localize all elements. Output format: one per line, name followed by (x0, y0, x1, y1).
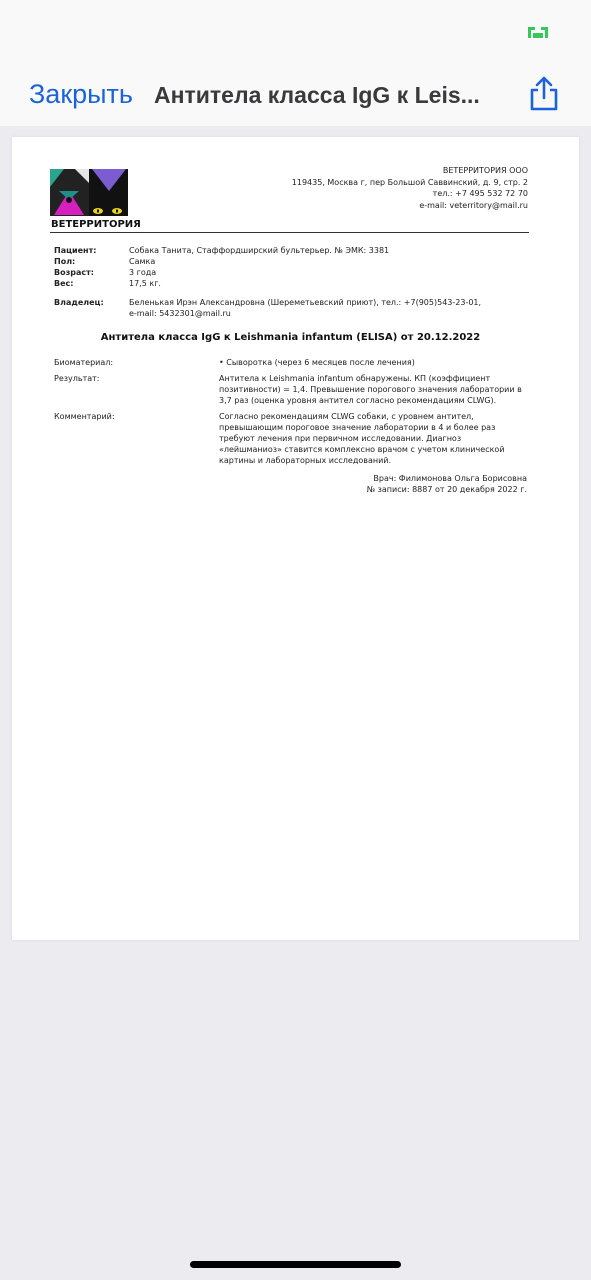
header-divider (50, 232, 529, 233)
comment-value: Согласно рекомендациям CLWG собаки, с уровнем антител, превышающим пороговое значение лаборатории в 4 и более раз требуют лечения при первичном исследовании. Диагноз «лейшманиоз» ставится комплексно врачом с учетом клинической картины и лабораторных исследований. (219, 412, 505, 465)
sex-label: Пол: (54, 257, 76, 266)
result-label: Результат: (54, 374, 100, 383)
weight-value: 17,5 кг. (129, 279, 161, 288)
company-address: 119435, Москва г, пер Большой Саввинский, д. 9, стр. 2 (291, 177, 528, 187)
age-label: Возраст: (54, 268, 94, 277)
patient-label: Пациент: (54, 246, 97, 255)
doctor-name: Врач: Филимонова Ольга Борисовна (373, 474, 527, 483)
home-indicator[interactable] (190, 1261, 401, 1268)
close-button[interactable]: Закрыть (29, 79, 133, 109)
status-indicator-icon (526, 26, 550, 39)
share-icon[interactable] (526, 75, 562, 113)
document-page[interactable] (12, 137, 579, 940)
company-name: ВЕТЕРРИТОРИЯ ООО (442, 166, 528, 175)
doctor-signature (367, 473, 527, 495)
biomaterial-value: • Сыворотка (через 6 месяцев после лечения) (219, 358, 415, 367)
company-email: e-mail: veterritory@mail.ru (419, 200, 528, 210)
result-value: Антитела к Leishmania infantum обнаружены. КП (коэффициент позитивности) = 1,4. Превышение порогового значения лаборатории в 3,7 раз (оценка уровня антител согласно рекомендациям CLWG). (219, 374, 522, 405)
comment-label: Комментарий: (54, 412, 115, 421)
biomaterial-label: Биоматериал: (54, 358, 114, 367)
owner-value: Беленькая Ирэн Александровна (Шереметьевский приют), тел.: +7(905)543-23-01, e-mail: 5432301@mail.ru (129, 298, 482, 318)
company-phone: тел.: +7 495 532 72 70 (432, 189, 528, 198)
logo-text: ВЕТЕРРИТОРИЯ (51, 219, 141, 230)
veterritory-logo (50, 169, 141, 230)
weight-label: Вес: (54, 279, 74, 288)
patient-value: Собака Танита, Стаффордширский бультерьер. № ЭМК: 3381 (129, 246, 390, 255)
document-title: Антитела класса IgG к Leis... (154, 82, 480, 108)
owner-label: Владелец: (54, 298, 104, 307)
record-number: № записи: 8887 от 20 декабря 2022 г. (366, 485, 527, 494)
sex-value: Самка (129, 257, 156, 266)
test-title: Антитела класса IgG к Leishmania infantum (ELISA) от 20.12.2022 (100, 332, 481, 343)
navigation-bar (0, 0, 591, 126)
company-info (292, 165, 528, 211)
age-value: 3 года (129, 268, 157, 277)
